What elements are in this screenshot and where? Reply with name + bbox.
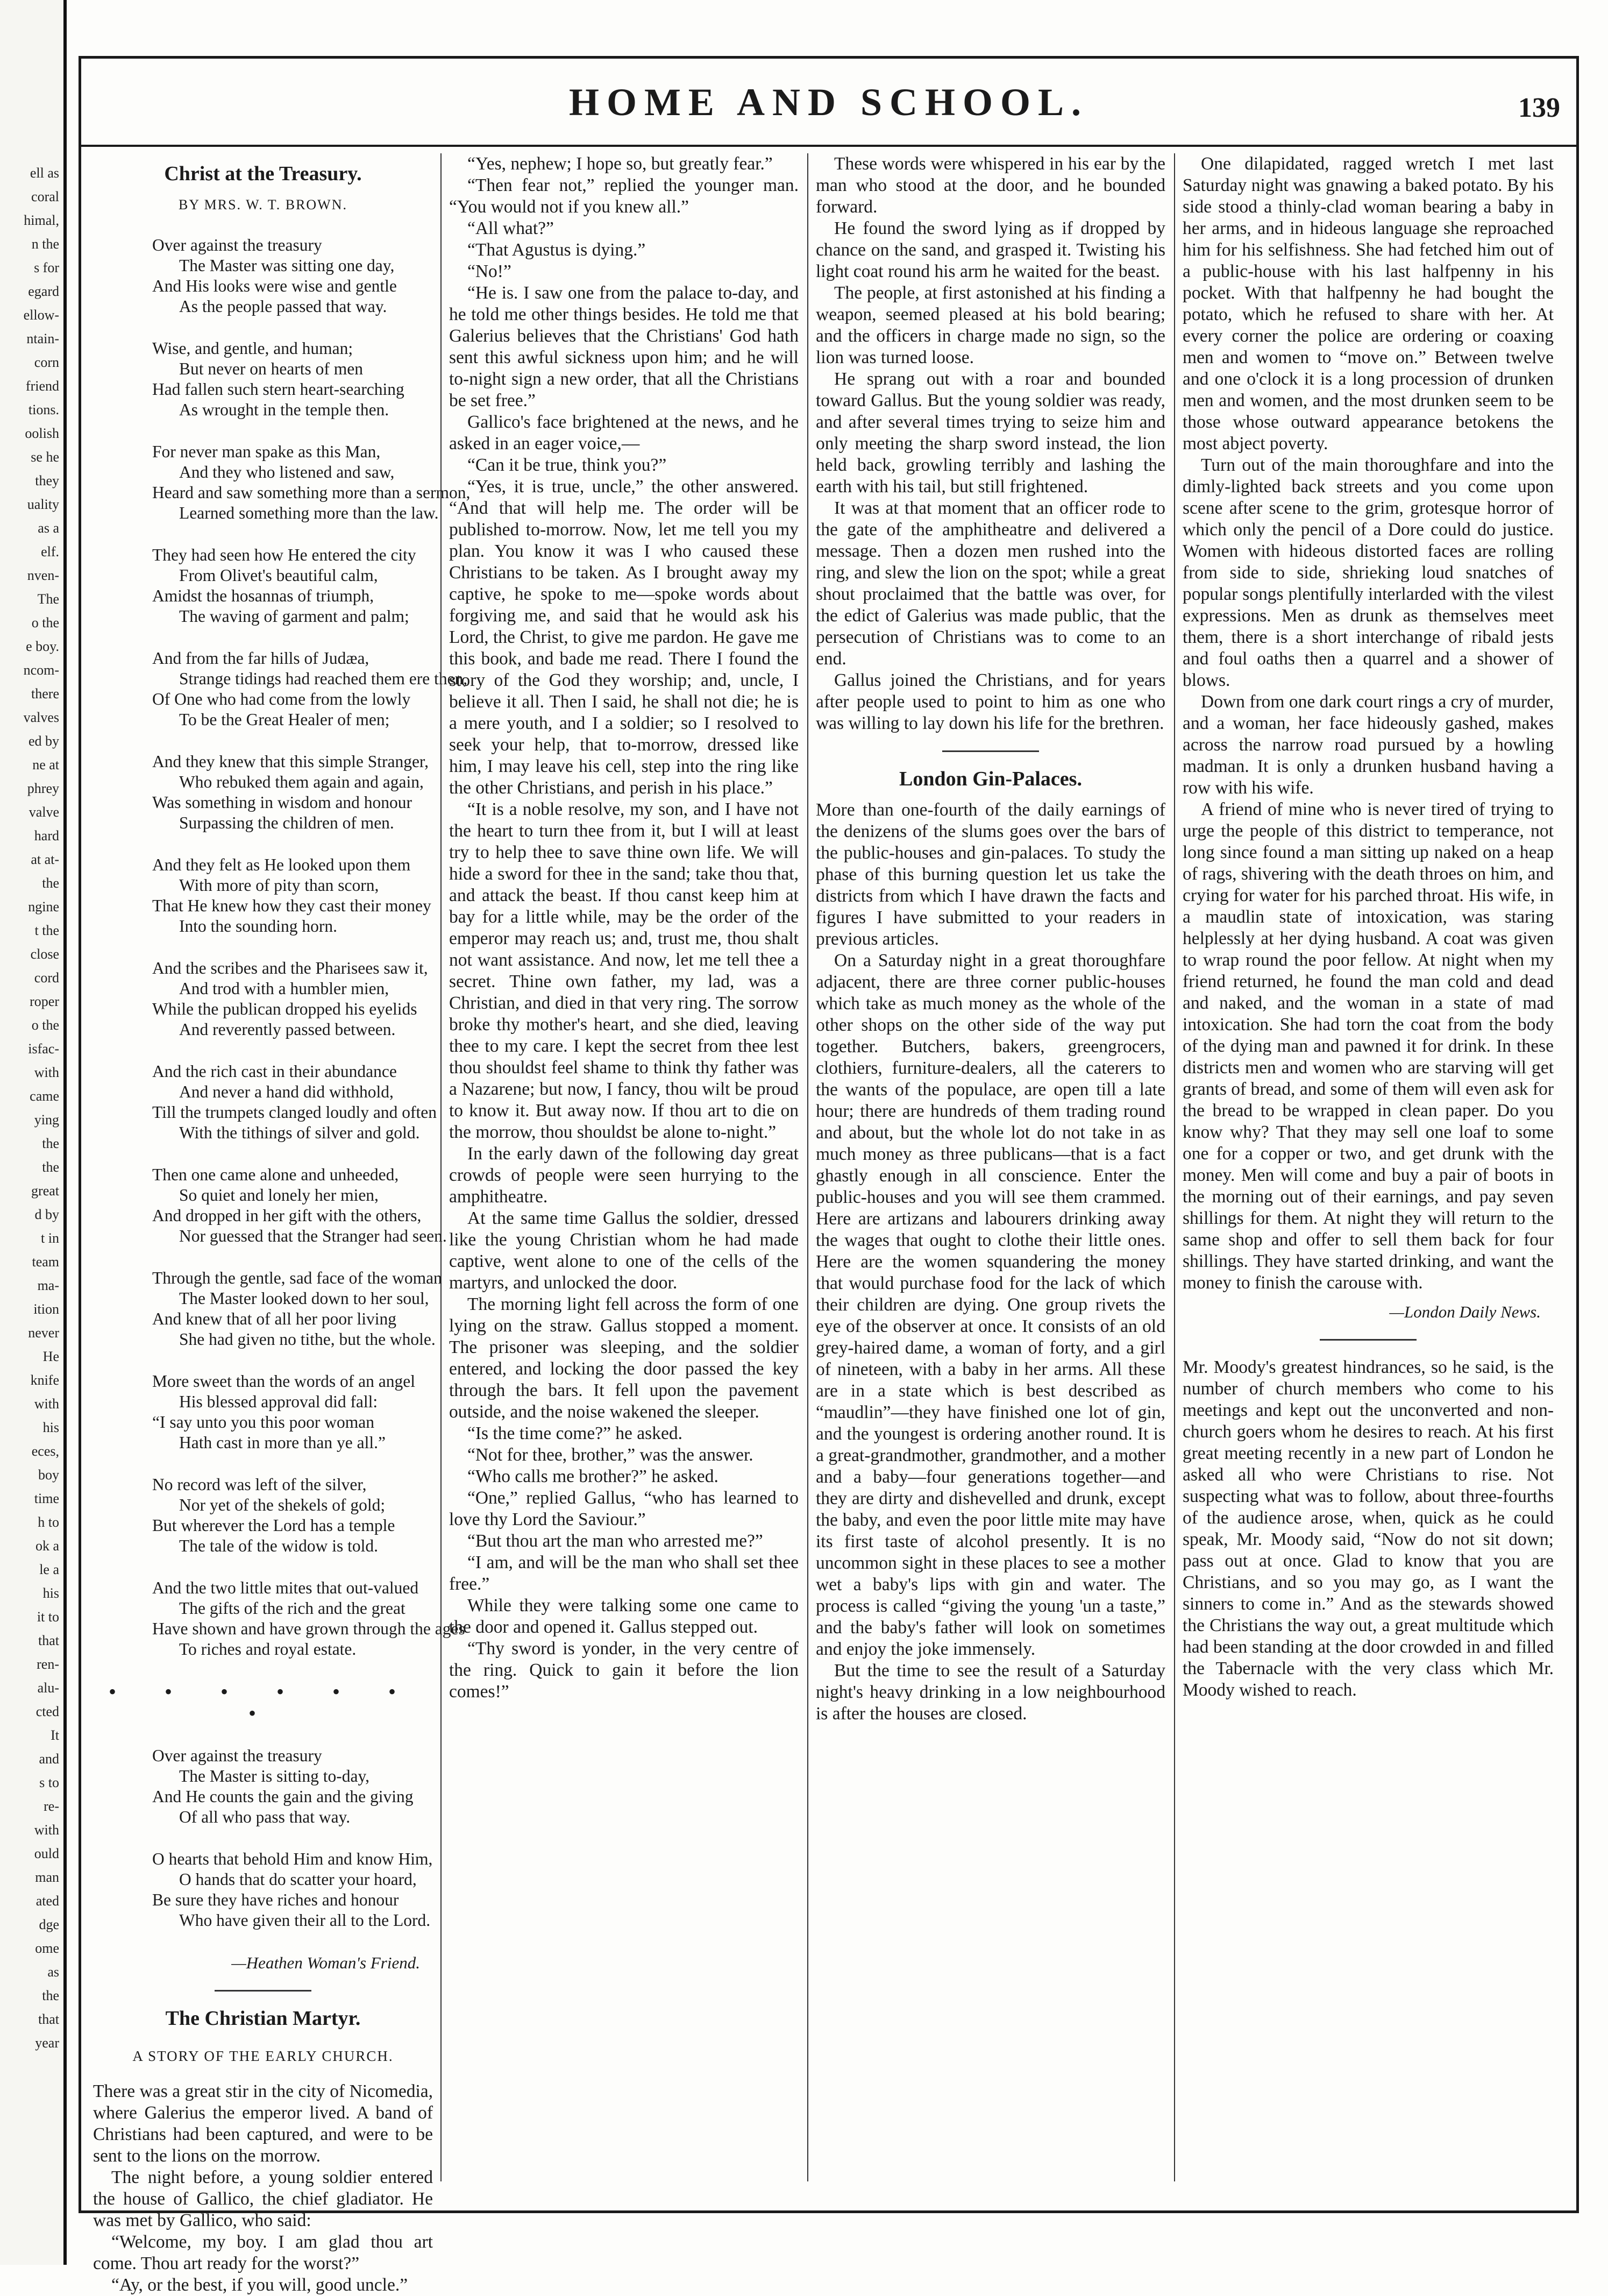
paragraph: Gallus joined the Christians, and for years after people used to point to him as one who was willing to lay down his life for the brethren. [816,670,1165,733]
poem-line: That He knew how they cast their money [152,896,431,915]
strip-fragment: t the [34,923,59,938]
poem-stanza [93,1746,433,1827]
poem-stanza [93,545,433,627]
poem-line: Surpassing the children of men. [179,813,394,832]
strip-fragment: never [28,1325,59,1341]
paragraph: “It is a noble resolve, my son, and I have not the heart to turn thee from it, but I will at least try to help thee to save thine own life. We will hide a sword for thee in the sand; take thou that, and attack the beast. If thou canst keep him at bay for a little while, may be the order of the emperor may reach us; and, trust me, thou shalt not want assistance. And now, let me tell thee a secret. Thine own father, my lad, was a Christian, and died in that very ring. The sorrow broke thy mother's heart, and she died, leaving thee to my care. I kept the secret from thee lest thou shouldst feel shame to think thy father was a Nazarene; but now, I fancy, thou wilt be proud to know it. But away now. If thou art to die on the morrow, thou shouldst be alone to-night.” [449,799,799,1142]
poem-line: As wrought in the temple then. [179,400,389,419]
strip-fragment: corn [34,355,59,370]
strip-fragment: his [42,1585,59,1601]
poem-stanza [93,1061,437,1143]
column-divider [440,153,442,2181]
strip-fragment: ed by [28,733,59,749]
paragraph: “That Agustus is dying.” [467,240,646,260]
paragraph: “Welcome, my boy. I am glad thou art come. Thou art ready for the worst?” [93,2232,433,2273]
paragraph: On a Saturday night in a great thoroughfare adjacent, there are three corner public-houses which take as much money as the whole of the other shops on the other side of the way put together. Butchers, bakers, greengrocers, clothiers, furniture-dealers, all the caterers to the wants of the populace, are open till a late hour; there are hundreds of them trading round and about, but the whole lot do not take in as much money as three publicans—that is a fact ghastly enough in all conscience. Enter the public-houses and you will see them crammed. Here are artizans and labourers drinking away the wages that ought to clothe their little ones. Here are the women squandering the money that would purchase food for the lack of which their children are dying. One group rivets the eye of the observer at once. It consists of an old grey-haired dame, a woman of forty, and a girl of nineteen, with a baby in her arms. All these are in a state which is best described as “maudlin”—they have finished one lot of gin, and the youngest is ordering another round. It is a great-grandmother, grandmother, and a mother and a baby—four generations together—and they are dirty and dishevelled and drunk, except the baby, and even the poor little mite may have its first taste of alcohol presently. It is no uncommon sight in these places to see a mother wet a baby's lips with gin and water. The process is called “giving the young 'un a taste,” and the baby's father will look on sometimes and enjoy the joke immensely. [816,951,1165,1659]
column-1 [93,153,471,2295]
strip-fragment: there [31,686,59,701]
poem-stanza [93,1371,433,1453]
poem-line: O hearts that behold Him and know Him, [152,1849,433,1868]
strip-fragment: coral [31,189,59,204]
poem-line: She had given no tithe, but the whole. [179,1330,436,1349]
paragraph: But the time to see the result of a Saturday night's heavy drinking in a low neighbourhood is after the houses are closed. [816,1661,1165,1724]
strip-fragment: oolish [25,426,59,441]
strip-fragment: ell as [30,165,59,181]
poem-line: And never a hand did withhold, [179,1082,394,1101]
newspaper-page [79,56,1579,2295]
column-2 [449,153,799,2181]
paragraph: “Ay, or the best, if you will, good uncle.” [111,2275,408,2295]
strip-fragment: ome [35,1940,59,1956]
strip-fragment: as a [38,520,59,536]
strip-fragment: elf. [41,544,59,559]
poem-stanza [93,1475,433,1556]
strip-fragment: himal, [24,212,59,228]
paragraph: There was a great stir in the city of Nicomedia, where Galerius the emperor lived. A band of Christians had been captured, and were to be sent to the lions on the morrow. [93,2081,433,2166]
poem-line: And the two little mites that out-valued [152,1578,419,1597]
poem-stanza [93,855,433,937]
martyr-text-part-3 [816,153,1165,734]
poem-line: The tale of the widow is told. [179,1536,379,1555]
poem-line: They had seen how He entered the city [152,545,416,564]
paragraph: It was at that moment that an officer rode to the gate of the amphitheatre and delivered a message. Then a dozen men rushed into the ring, and slew the lion on the spot; while a great shout proclaimed that the battle was over, for the edict of Galerius was made public, that the persecution of Christians was to come to an end. [816,498,1165,669]
paragraph: “But thou art the man who arrested me?” [467,1531,763,1551]
strip-fragment: nven- [27,568,59,583]
poem-line: And they felt as He looked upon them [152,855,411,874]
poem-line: “I say unto you this poor woman [152,1413,374,1432]
paragraph: While they were talking some one came to the door and opened it. Gallus stepped out. [449,1596,799,1637]
poem-line: No record was left of the silver, [152,1475,367,1494]
strip-fragment: that [38,1633,59,1648]
strip-fragment: the [42,1136,59,1151]
poem-line: The Master looked down to her soul, [179,1289,429,1308]
strip-fragment: phrey [27,781,59,796]
poem-line: To be the Great Healer of men; [179,710,390,729]
strip-fragment: and [39,1751,59,1767]
poem-line: Strange tidings had reached them ere then, [179,669,468,688]
poem-line: Who have given their all to the Lord. [179,1911,431,1930]
poem-body [93,235,471,1660]
page-header [81,59,1576,147]
paragraph: A friend of mine who is never tired of trying to urge the people of this district to temperance, not long since found a man sitting up naked on a heap of rags, shivering with the death throes on him, and crying for water for his parched throat. His wife, in a maudlin state of intoxication, was staring helplessly at her dying husband. A coat was given to wrap round the poor fellow. At night when my friend returned, he found the man cold and dead and naked, and the woman in a state of mad intoxication. She had torn the coat from the body of the dying man and pawned it for drink. In these districts men and women who are starving will get grants of bread, and some of them will even ask for the bread to be wrapped in clean paper. Do you know why? That they may sell one loaf to some one for a copper or two, and get drunk with the money. Men will come and buy a pair of boots in the morning out of their earnings, and pay seven shillings for them. At night they will return to the same shop and offer to sell them back for four shillings. They have started drinking, and want the money to finish the carouse with. [1183,799,1554,1293]
strip-fragment: man [35,1869,59,1885]
strip-fragment: uality [27,497,59,512]
poem-title: Christ at the Treasury. [164,162,362,185]
gin-title: London Gin-Palaces. [899,768,1082,790]
poem-line: So quiet and lonely her mien, [179,1186,379,1204]
page-number: 139 [1518,93,1560,123]
strip-fragment: re- [44,1798,59,1814]
poem-line: Over against the treasury [152,1746,322,1765]
strip-fragment: cted [35,1704,59,1719]
poem-line: And the rich cast in their abundance [152,1062,397,1081]
poem-stanza [93,958,433,1040]
paragraph: “All what?” [467,218,554,238]
poem-line: The waving of garment and palm; [179,607,409,626]
section-rule [942,750,1039,752]
poem-line: And His looks were wise and gentle [152,277,397,295]
strip-fragment: as [47,1964,59,1980]
strip-fragment: eces, [31,1443,59,1459]
strip-fragment: egard [28,284,59,299]
paragraph: The night before, a young soldier entered the house of Gallico, the chief gladiator. He was met by Gallico, who said: [93,2167,433,2230]
poem-stanza [93,648,468,730]
gin-text-part-2 [1183,153,1554,1294]
section-rule [1320,1339,1417,1341]
paragraph: “One,” replied Gallus, “who has learned to love thy Lord the Saviour.” [449,1488,799,1529]
poem-line: As the people passed that way. [179,297,387,316]
strip-fragment: ok a [35,1538,59,1554]
poem-line: Who rebuked them again and again, [179,773,424,791]
strip-fragment: s for [34,260,59,275]
strip-fragment: close [30,946,59,962]
poem-final-stanzas [93,1746,433,1931]
paragraph: Down from one dark court rings a cry of murder, and a woman, her face hideously gashed, makes across the narrow road pursued by a howling madman. It is only a drunken husband having a row with his wife. [1183,692,1554,798]
martyr-subtitle: A STORY OF THE EARLY CHURCH. [132,2048,394,2064]
poem-line: And knew that of all her poor living [152,1309,397,1328]
strip-fragment: n the [31,236,59,252]
gin-text-part-1 [816,799,1165,1725]
poem-line: And the scribes and the Pharisees saw it, [152,959,428,977]
strip-fragment: o the [31,1017,59,1033]
strip-fragment: they [35,473,59,488]
strip-fragment: with [34,1065,59,1080]
strip-fragment: dge [39,1917,59,1932]
martyr-text-part-1 [93,2081,433,2296]
paragraph: He sprang out with a roar and bounded toward Gallus. But the young soldier was ready, and after several times trying to seize him and only meeting the sharp sword instead, the lion held back, growling terribly and lashing the earth with his tail, but still frightened. [816,369,1165,497]
strip-fragment: t in [41,1230,59,1246]
strip-fragment: with [34,1396,59,1412]
poem-line: His blessed approval did fall: [179,1392,378,1411]
poem-line: Of all who pass that way. [179,1808,351,1826]
strip-fragment: at at- [31,852,59,867]
poem-line: Till the trumpets clanged loudly and often [152,1103,437,1122]
poem-source: —Heathen Woman's Friend. [231,1953,420,1972]
poem-line: And from the far hills of Judæa, [152,649,369,668]
poem-line: O hands that do scatter your hoard, [179,1870,417,1889]
paragraph: “He is. I saw one from the palace to-day, and he told me other things besides. He told me that Galerius believes that the Christians' God hath sent this awful sickness upon him; and he will to-night sign a new order, that all the Christians be set free.” [449,283,799,410]
poem-line: Learned something more than the law. [179,504,439,522]
poem-line: Then one came alone and unheeded, [152,1165,399,1184]
strip-fragment: valves [23,710,59,725]
strip-fragment: ition [33,1301,59,1317]
strip-fragment: with [34,1822,59,1838]
paragraph: “Who calls me brother?” he asked. [467,1466,718,1486]
poem-line: And they knew that this simple Stranger, [152,752,429,771]
strip-fragment: ne at [32,757,59,773]
paragraph: In the early dawn of the following day great crowds of people were seen hurrying to the amphitheatre. [449,1144,799,1207]
paragraph: “No!” [467,261,511,281]
strip-fragment: friend [25,378,59,394]
strip-fragment: year [35,2035,59,2051]
strip-fragment: d by [34,1207,59,1222]
paragraph: At the same time Gallus the soldier, dressed like the young Christian whom he had made captive, went alone to one of the cells of the martyrs, and unlocked the door. [449,1208,799,1293]
poem-line: For never man spake as this Man, [152,442,381,461]
strip-fragment: great [31,1183,59,1199]
column-divider [807,153,808,2181]
strip-fragment: it to [37,1609,59,1625]
poem-line: The Master is sitting to-day, [179,1767,370,1785]
strip-fragment: le a [39,1562,59,1577]
strip-fragment: ren- [37,1656,59,1672]
poem-stanza [93,235,433,317]
strip-fragment: team [32,1254,59,1270]
strip-fragment: ated [35,1893,59,1909]
poem-line: Be sure they have riches and honour [152,1890,399,1909]
paragraph: “Then fear not,” replied the younger man. “You would not if you knew all.” [449,175,799,217]
poem-stanza [93,1165,447,1246]
strip-fragment: ngine [28,899,59,915]
strip-fragment: It [51,1727,59,1743]
strip-fragment: cord [34,970,59,986]
paragraph: “Thy sword is yonder, in the very centre of the ring. Quick to gain it before the lion comes!” [449,1639,799,1702]
paragraph: “Yes, nephew; I hope so, but greatly fear.” [467,154,773,174]
strip-fragment: roper [30,994,59,1009]
poem-line: To riches and royal estate. [179,1640,357,1659]
poem-line: The Master was sitting one day, [179,256,395,275]
poem-stanza [93,1268,442,1350]
strip-fragment: time [34,1491,59,1506]
strip-fragment: boy [38,1467,59,1483]
poem-line: With more of pity than scorn, [179,876,379,895]
poem-stanza [93,1578,465,1660]
poem-line: Have shown and have grown through the ages [152,1619,465,1638]
strip-fragment: o the [31,615,59,630]
strip-fragment: s to [39,1775,59,1790]
poem-line: Amidst the hosannas of triumph, [152,586,374,605]
poem-line: While the publican dropped his eyelids [152,1000,417,1018]
paragraph: “Is the time come?” he asked. [467,1423,682,1443]
strip-fragment: alu- [37,1680,59,1696]
strip-fragment: ma- [37,1278,59,1293]
strip-fragment: the [42,1159,59,1175]
paragraph: Gallico's face brightened at the news, and he asked in an eager voice,— [449,412,799,453]
paragraph: “I am, and will be the man who shall set thee free.” [449,1553,799,1594]
stanza-separator: • • • • • • • [108,1680,418,1725]
poem-line: But never on hearts of men [179,359,364,378]
gin-source: —London Daily News. [1389,1302,1541,1321]
strip-fragment: knife [30,1372,59,1388]
paragraph: Turn out of the main thoroughfare and into the dimly-lighted back streets and you come upon scene after scene to the grim, grotesque horror of which only the pencil of a Dore could do justice. Women with hideous distorted faces are rolling from side to side, shrieking loud snatches of popular songs plentifully interlarded with the vilest expressions. Men as drunk as themselves meet them, there is a short interchange of ribald jests and foul oaths then a quarrel and a shower of blows. [1183,455,1554,690]
strip-fragment: came [30,1088,59,1104]
paragraph: “Yes, it is true, uncle,” the other answered. “And that will help me. The order will be published to-morrow. Now, let me tell you my plan. You know it was I who caused these Christians to be taken. As I brought away my captive, he spoke to me—spoke words about forgiving me, and said that he would ask his Lord, the Christ, to give me pardon. He gave me this book, and bade me read. There I found the story of the God they worship; and, uncle, I believe it all. Then I said, he shall not die; he is a mere youth, and I a soldier; so I resolved to seek your help, that to-morrow, dressed like him, I may leave his cell, step into the ring like the other Christians, and perish in his place.” [449,477,799,798]
paragraph: “Not for thee, brother,” was the answer. [467,1445,753,1465]
strip-fragment: e boy. [26,639,59,654]
strip-fragment: hard [34,828,59,844]
poem-stanza [93,752,433,833]
strip-fragment: the [42,875,59,891]
paragraph: “Can it be true, think you?” [467,455,667,475]
poem-line: Hath cast in more than ye all.” [179,1433,386,1452]
poem-line: And He counts the gain and the giving [152,1787,414,1806]
poem-line: Through the gentle, sad face of the woman [152,1269,442,1287]
poem-line: Into the sounding horn. [179,917,337,936]
column-4 [1183,153,1554,2181]
poem-line: And trod with a humbler mien, [179,979,389,998]
poem-line: Over against the treasury [152,236,322,254]
poem-line: Of One who had come from the lowly [152,690,411,708]
column-divider [1174,153,1175,2181]
moody-paragraph: Mr. Moody's greatest hindrances, so he said, is the number of church members who come to his meetings and kept out the unconverted and non-church goers whom he desires to reach. At his first great meeting recently in a new part of London he asked all who were Christians to rise. Not suspecting what was to follow, about three-fourths of the audience arose, when, quick as he could speak, Mr. Moody said, “Now do not sit down; pass out at once. Glad to know that you are Christians, and so you may go, as I want the sinners to come in.” And as the stewards showed the Christians the way out, a great multitude which had been standing at the door crowded in and filled the Tabernacle with the very class which Mr. Moody wished to reach. [1183,1357,1554,1700]
paragraph: He found the sword lying as if dropped by chance on the sand, and grasped it. Twisting his light coat round his arm he waited for the beast. [816,218,1165,281]
strip-fragment: that [38,2011,59,2027]
poem-line: Nor yet of the shekels of gold; [179,1496,386,1514]
poem-line: And they who listened and saw, [179,463,395,481]
poem-line: And dropped in her gift with the others, [152,1206,422,1225]
poem-line: The gifts of the rich and the great [179,1599,405,1618]
strip-fragment: The [37,591,59,607]
poem-line: Nor guessed that the Stranger had seen. [179,1227,447,1245]
poem-line: But wherever the Lord has a temple [152,1516,395,1535]
strip-fragment: se he [31,449,59,465]
paragraph: The people, at first astonished at his finding a weapon, seemed pleased at his bold bearing; and the officers in charge made no sign, so the lion was turned loose. [816,283,1165,367]
strip-fragment: ying [34,1112,59,1128]
column-3 [816,153,1165,2181]
poem-line: With the tithings of silver and gold. [179,1123,420,1142]
strip-fragment: He [42,1349,59,1364]
poem-line: Had fallen such stern heart-searching [152,380,404,399]
poem-line: More sweet than the words of an angel [152,1372,415,1391]
paragraph: More than one-fourth of the daily earnings of the denizens of the slums goes over the bars of the public-houses and gin-palaces. To study the phase of this burning question let us take the districts from which I have drawn the facts and figures I have submitted to your readers in previous articles. [816,800,1165,949]
strip-fragment: ntain- [26,331,59,346]
strip-fragment: isfac- [28,1041,59,1057]
strip-fragment: h to [38,1514,59,1530]
paragraph: The morning light fell across the form of one lying on the straw. Gallus stopped a moment. The prisoner was sleeping, and the soldier entered, and locking the door passed the key through the bars. It fell upon the pavement outside, and the noise wakened the sleeper. [449,1294,799,1422]
strip-fragment: his [42,1420,59,1435]
strip-fragment: ncom- [23,662,59,678]
poem-stanza [93,1849,433,1931]
adjacent-page-fragment [0,0,67,2265]
strip-fragment: tions. [28,402,59,417]
paragraph: These words were whispered in his ear by the man who stood at the door, and he bounded forward. [816,154,1165,217]
strip-fragment: ould [34,1846,59,1861]
poem-line: Heard and saw something more than a sermon, [152,483,471,502]
strip-fragment: ellow- [23,307,59,323]
poem-stanza [93,338,433,420]
poem-line: Was something in wisdom and honour [152,793,412,812]
page-title: HOME AND SCHOOL. [568,81,1089,124]
strip-fragment: valve [29,804,59,820]
poem-line: And reverently passed between. [179,1020,396,1039]
section-rule [215,1990,311,1992]
paragraph: One dilapidated, ragged wretch I met last Saturday night was gnawing a baked potato. By his side stood a thinly-clad woman bearing a baby in her arms, and in hideous language she reproached him for his selfishness. She had fetched him out of a public-house with his last halfpenny in his pocket. With that halfpenny he had bought the potato, which he refused to share with her. At every corner the police are ordering or coaxing men and women to “move on.” Between twelve and one o'clock it is a long procession of drunken men and women, and the most drunken seem to be those whose outward appearance betokens the most abject poverty. [1183,154,1554,453]
poem-line: From Olivet's beautiful calm, [179,566,378,585]
poem-stanza [93,442,471,523]
martyr-title: The Christian Martyr. [165,2007,361,2030]
poem-byline: BY MRS. W. T. BROWN. [178,197,347,212]
strip-fragment: the [42,1988,59,2003]
martyr-text-part-2 [449,153,799,1703]
poem-line: Wise, and gentle, and human; [152,339,353,358]
